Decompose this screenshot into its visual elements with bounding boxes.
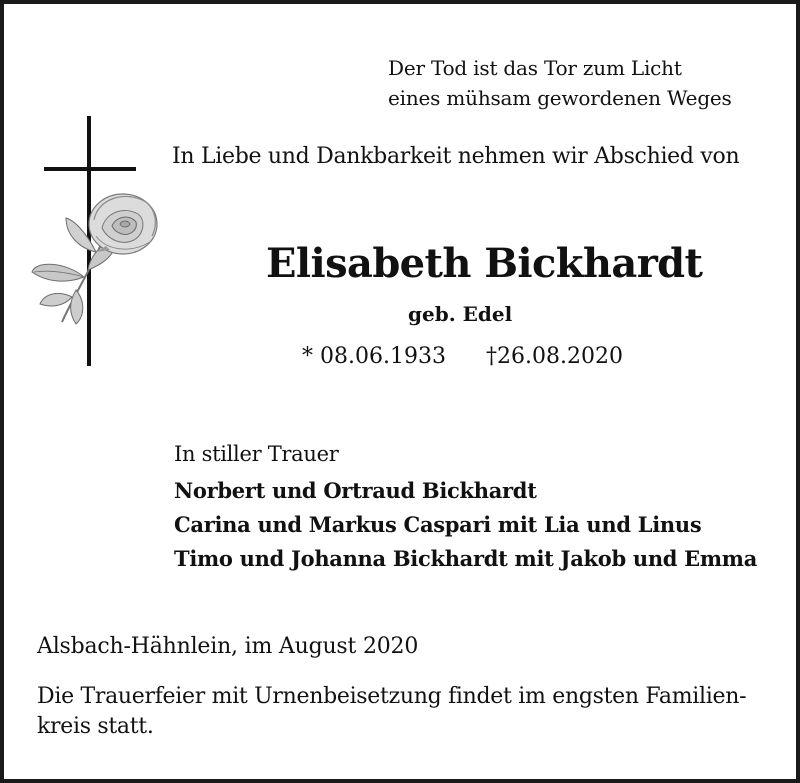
mourner-family: Timo und Johanna Bickhardt mit Jakob und Emma [174,546,758,571]
deceased-name: Elisabeth Bickhardt [266,240,703,287]
funeral-notice-line-1: Die Trauerfeier mit Urnenbeisetzung findet im engsten Familien- [37,684,747,709]
motto-line-2: eines mühsam gewordenen Weges [388,86,732,110]
funeral-notice-line-2: kreis statt. [37,714,154,739]
mourner-family: Carina und Markus Caspari mit Lia und Linus [174,512,702,537]
mourner-family: Norbert und Ortraud Bickhardt [174,478,537,503]
intro-line: In Liebe und Dankbarkeit nehmen wir Abschied von [172,144,740,169]
motto-line-1: Der Tod ist das Tor zum Licht [388,56,682,80]
place-and-date: Alsbach-Hähnlein, im August 2020 [37,634,419,659]
death-date: †26.08.2020 [486,344,623,369]
maiden-name: geb. Edel [408,302,513,326]
mourning-intro: In stiller Trauer [174,442,339,466]
cross-with-rose-icon [26,112,166,372]
birth-date: * 08.06.1933 [302,344,446,369]
